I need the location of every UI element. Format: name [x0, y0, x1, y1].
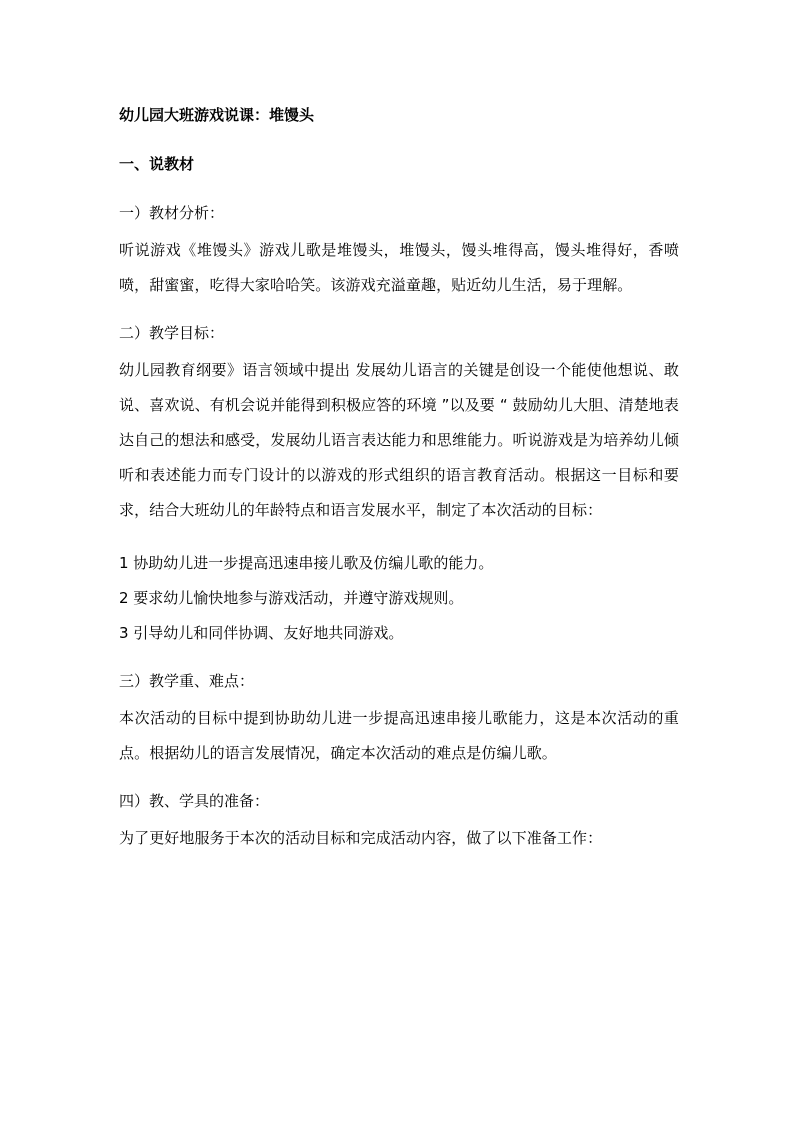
- subheading-key-difficult-points: 三）教学重、难点：: [119, 672, 255, 690]
- paragraph-teaching-goals: 幼儿园教育纲要》语言领域中提出 发展幼儿语言的关键是创设一个能使他想说、敢说、喜欢说、有机会说并能得到积极应答的环境 ”以及要 “ 鼓励幼儿大胆、清楚地表达自己的想法和感受，发展幼儿语言表达能力和思维能力。听说游戏是为培养幼儿倾听和表述能力而专门设计的以游戏的形式组织的语言教育活动。根据这一目标和要求，结合大班幼儿的年龄特点和语言发展水平，制定了本次活动的目标：: [119, 361, 679, 519]
- goal-item-1: 1 协助幼儿进一步提高迅速串接儿歌及仿编儿歌的能力。: [119, 554, 494, 572]
- paragraph-key-difficult-points: 本次活动的目标中提到协助幼儿进一步提高迅速串接儿歌能力，这是本次活动的重点。根据幼儿的语言发展情况，确定本次活动的难点是仿编儿歌。: [119, 709, 679, 762]
- subheading-teaching-aids: 四）教、学具的准备：: [119, 792, 270, 810]
- subheading-material-analysis: 一）教材分析：: [119, 204, 225, 222]
- section-heading-teaching-material: 一、说教材: [119, 155, 195, 173]
- document-title: 幼儿园大班游戏说课：堆馒头: [119, 106, 315, 124]
- goal-item-3: 3 引导幼儿和同伴协调、友好地共同游戏。: [119, 624, 404, 642]
- paragraph-teaching-aids: 为了更好地服务于本次的活动目标和完成活动内容，做了以下准备工作：: [119, 829, 603, 847]
- paragraph-material-analysis: 听说游戏《堆馒头》游戏儿歌是堆馒头，堆馒头，馒头堆得高，馒头堆得好，香喷喷，甜蜜蜜，吃得大家哈哈笑。该游戏充溢童趣，贴近幼儿生活，易于理解。: [119, 241, 679, 294]
- subheading-teaching-goals: 二）教学目标：: [119, 324, 225, 342]
- goal-item-2: 2 要求幼儿愉快地参与游戏活动，并遵守游戏规则。: [119, 589, 464, 607]
- goals-list: [119, 546, 679, 651]
- document-content: [119, 103, 679, 856]
